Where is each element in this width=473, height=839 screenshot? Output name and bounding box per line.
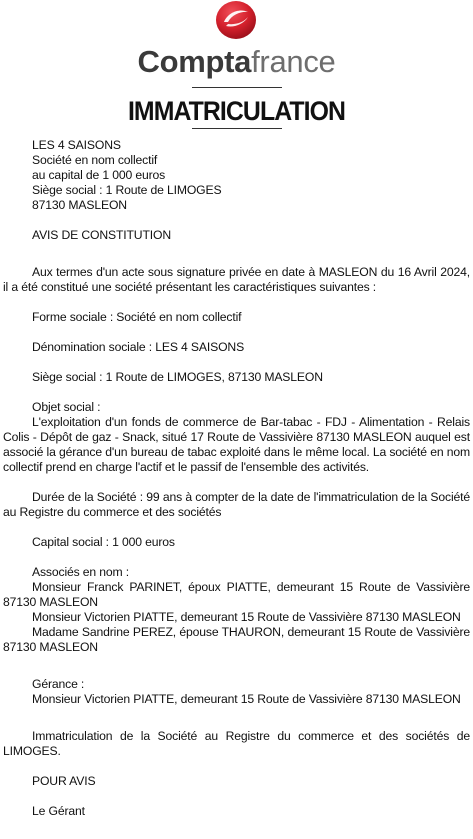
company-line: Siège social : 1 Route de LIMOGES — [32, 183, 222, 197]
page-title: IMMATRICULATION — [127, 96, 346, 126]
pour-avis: POUR AVIS — [32, 774, 96, 788]
brand-light-part: france — [251, 44, 336, 79]
associe-item: Monsieur Franck PARINET, époux PIATTE, demeurant 15 Route de Vassivière 87130 MASLEON — [3, 580, 470, 609]
signature: Le Gérant — [32, 804, 85, 818]
associe-item: Madame Sandrine PEREZ, épouse THAURON, demeurant 15 Route de Vassivière 87130 MASLEON — [3, 625, 470, 654]
legal-notice — [3, 138, 470, 819]
duree-paragraph: Durée de la Société : 99 ans à compter de la date de l'immatriculation de la Société au Registre du commerce et des sociétés — [3, 490, 470, 519]
company-line: au capital de 1 000 euros — [32, 168, 166, 182]
company-line: LES 4 SAISONS — [32, 138, 121, 152]
header — [0, 0, 473, 135]
company-line: Société en nom collectif — [32, 153, 158, 167]
comptafrance-logo-icon — [210, 0, 262, 40]
capital-social: Capital social : 1 000 euros — [32, 535, 175, 549]
objet-paragraph: L'exploitation d'un fonds de commerce de Bar-tabac - FDJ - Alimentation - Relais Colis - Dépôt de gaz - Snack, situé 17 Route de Vassivière 87130 MASLEON auquel est associé la gérance d'un bureau de tabac exploité dans le même local. La société en nom collectif prend en charge l'actif et le passif de l'ensemble des activités. — [3, 415, 470, 474]
gerance-label: Gérance : — [32, 677, 85, 691]
objet-label: Objet social : — [32, 400, 101, 414]
avis-heading: AVIS DE CONSTITUTION — [32, 228, 171, 242]
intro-paragraph: Aux termes d'un acte sous signature privée en date à MASLEON du 16 Avril 2024, il a été constitué une société présentant les caractéristiques suivantes : — [3, 265, 470, 294]
denomination-sociale: Dénomination sociale : LES 4 SAISONS — [32, 340, 245, 354]
company-block — [3, 138, 470, 213]
brand-wordmark — [0, 44, 473, 80]
gerance-text: Monsieur Victorien PIATTE, demeurant 15 Route de Vassivière 87130 MASLEON — [32, 692, 461, 706]
associe-item: Monsieur Victorien PIATTE, demeurant 15 Route de Vassivière 87130 MASLEON — [32, 610, 461, 624]
siege-social: Siège social : 1 Route de LIMOGES, 87130 MASLEON — [32, 370, 323, 384]
divider-top — [192, 87, 282, 88]
associes-label: Associés en nom : — [32, 565, 130, 579]
forme-sociale: Forme sociale : Société en nom collectif — [32, 310, 242, 324]
brand-bold-part: Compta — [137, 44, 252, 79]
immatriculation-paragraph: Immatriculation de la Société au Registre du commerce et des sociétés de LIMOGES. — [3, 729, 470, 758]
divider-bottom — [192, 128, 282, 129]
company-line: 87130 MASLEON — [32, 198, 127, 212]
